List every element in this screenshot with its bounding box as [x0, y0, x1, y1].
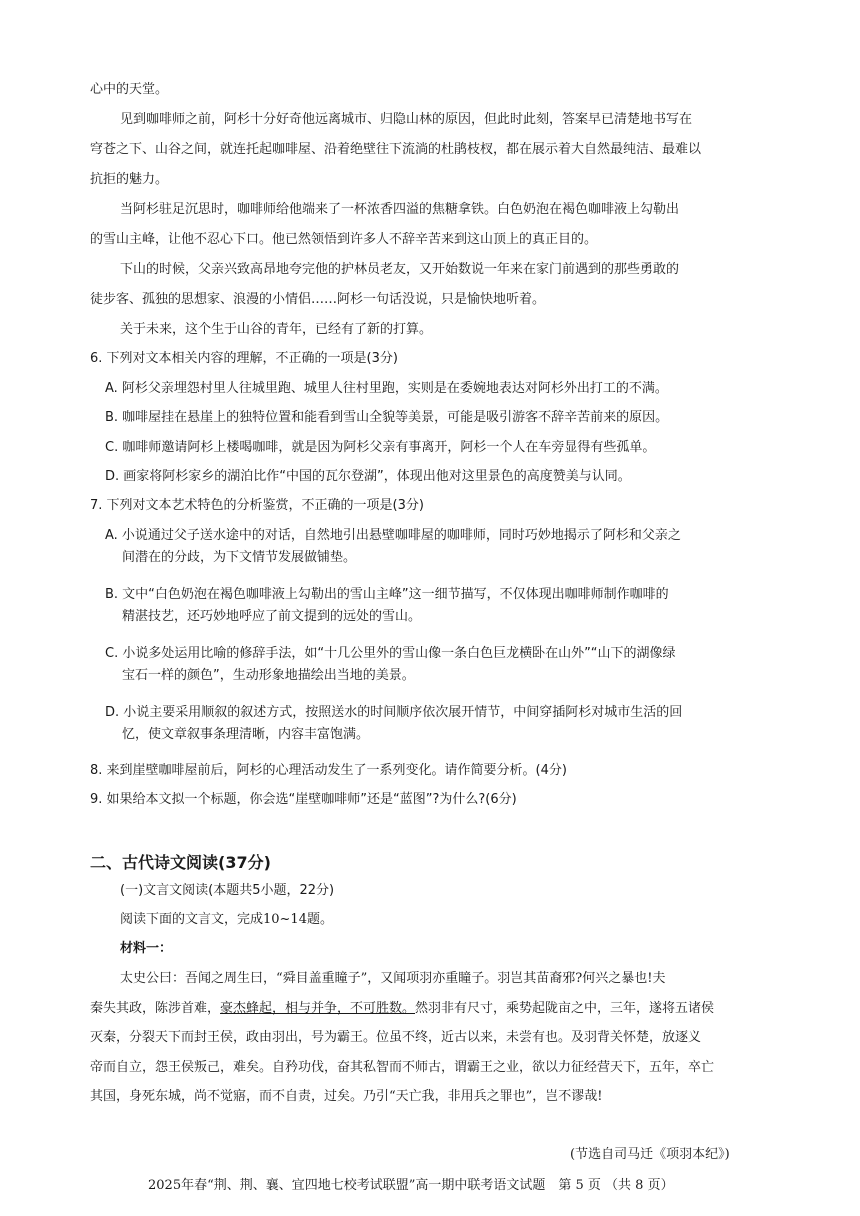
q6-option-d: D. 画家将阿杉家乡的湖泊比作“中国的瓦尔登湖”，体现出他对这里景色的高度赞美与认同。 [105, 469, 631, 484]
subsection-title: (一)文言文阅读(本题共5小题，22分) [120, 883, 335, 898]
q7-option-c-line1: C. 小说多处运用比喻的修辞手法，如“十几公里外的雪山像一条白色巨龙横卧在山外”“山下的湖像绿 [105, 646, 676, 661]
story-line-2: 见到咖啡师之前，阿杉十分好奇他远离城市、归隐山林的原因，但此时此刻，答案早已清楚地书写在 [120, 112, 693, 127]
question-8: 8. 来到崖壁咖啡屋前后，阿杉的心理活动发生了一系列变化。请作简要分析。(4分) [90, 763, 567, 778]
passage-line-2 [90, 1001, 714, 1017]
question-7: 7. 下列对文本艺术特色的分析鉴赏，不正确的一项是(3分) [90, 498, 424, 513]
q7-option-d-line2: 忆，使文章叙事条理清晰，内容丰富饱满。 [122, 727, 370, 742]
story-line-4: 抗拒的魅力。 [90, 172, 169, 187]
q7-option-a-line2: 间潜在的分歧，为下文情节发展做铺垫。 [122, 550, 357, 565]
passage-underlined: 豪杰蜂起，相与并争，不可胜数。 [220, 1001, 416, 1016]
story-line-9: 关于未来，这个生于山谷的青年，已经有了新的打算。 [120, 322, 433, 337]
q7-option-b-line1: B. 文中“白色奶泡在褐色咖啡液上勾勒出的雪山主峰”这一细节描写，不仅体现出咖啡师制作咖啡的 [105, 587, 669, 602]
passage-line-2a: 秦失其政，陈涉首难， [90, 1001, 221, 1016]
passage-line-5: 其国，身死东城，尚不觉寤，而不自责，过矣。乃引“天亡我，非用兵之罪也”，岂不谬哉! [90, 1089, 603, 1104]
q7-option-b-line2: 精湛技艺，还巧妙地呼应了前文提到的远处的雪山。 [122, 609, 422, 624]
q7-option-a-line1: A. 小说通过父子送水途中的对话，自然地引出悬壁咖啡屋的咖啡师，同时巧妙地揭示了阿杉和父亲之 [105, 528, 681, 543]
q6-option-b: B. 咖啡屋挂在悬崖上的独特位置和能看到雪山全貌等美景，可能是吸引游客不辞辛苦前来的原因。 [105, 410, 669, 425]
q7-option-c-line2: 宝石一样的颜色”，生动形象地描绘出当地的美景。 [122, 668, 415, 683]
q6-option-a: A. 阿杉父亲埋怨村里人往城里跑、城里人往村里跑，实则是在委婉地表达对阿杉外出打工的不满。 [105, 381, 668, 396]
question-9: 9. 如果给本文拟一个标题，你会选“崖壁咖啡师”还是“蓝图”?为什么?(6分) [90, 792, 517, 807]
q6-option-c: C. 咖啡师邀请阿杉上楼喝咖啡，就是因为阿杉父亲有事离开，阿杉一个人在车旁显得有些孤单。 [105, 440, 656, 455]
material-label: 材料一： [120, 941, 173, 956]
passage-line-4: 帝而自立，怨王侯叛己，难矣。自矜功伐，奋其私智而不师古，谓霸王之业，欲以力征经营天下，五年，卒亡 [90, 1060, 715, 1075]
passage-line-1: 太史公曰：吾闻之周生曰，“舜目盖重瞳子”，又闻项羽亦重瞳子。羽岂其苗裔邪?何兴之暴也!夫 [120, 971, 666, 986]
story-line-1: 心中的天堂。 [90, 82, 169, 97]
question-6: 6. 下列对文本相关内容的理解，不正确的一项是(3分) [90, 351, 398, 366]
story-line-3: 穹苍之下、山谷之间，就连托起咖啡屋、沿着绝壁往下流淌的杜鹃枝杈，都在展示着大自然最纯洁、最难以 [90, 142, 702, 157]
passage-line-2b: 然羽非有尺寸，乘势起陇亩之中，三年，遂将五诸侯 [415, 1001, 715, 1016]
page-footer: 2025年春“荆、荆、襄、宜四地七校考试联盟”高一期中联考语文试题 第 5 页 （共 8 页） [148, 1178, 674, 1193]
story-line-5: 当阿杉驻足沉思时，咖啡师给他端来了一杯浓香四溢的焦糖拿铁。白色奶泡在褐色咖啡液上勾勒出 [120, 202, 680, 217]
q7-option-d-line1: D. 小说主要采用顺叙的叙述方式，按照送水的时间顺序依次展开情节，中间穿插阿杉对城市生活的回 [105, 705, 683, 720]
reading-instruction: 阅读下面的文言文，完成10~14题。 [120, 912, 333, 927]
story-line-8: 徒步客、孤独的思想家、浪漫的小情侣……阿杉一句话没说，只是愉快地听着。 [90, 292, 546, 307]
section-title: 二、古代诗文阅读(37分) [90, 853, 271, 872]
story-line-6: 的雪山主峰，让他不忍心下口。他已然领悟到许多人不辞辛苦来到这山顶上的真正目的。 [90, 232, 598, 247]
story-line-7: 下山的时候，父亲兴致高昂地夸完他的护林员老友，又开始数说一年来在家门前遇到的那些勇敢的 [120, 262, 680, 277]
passage-line-3: 灭秦，分裂天下而封王侯，政由羽出，号为霸王。位虽不终，近古以来，未尝有也。及羽背关怀楚，放逐义 [90, 1030, 702, 1045]
passage-source: (节选自司马迁《项羽本纪》) [570, 1147, 730, 1162]
